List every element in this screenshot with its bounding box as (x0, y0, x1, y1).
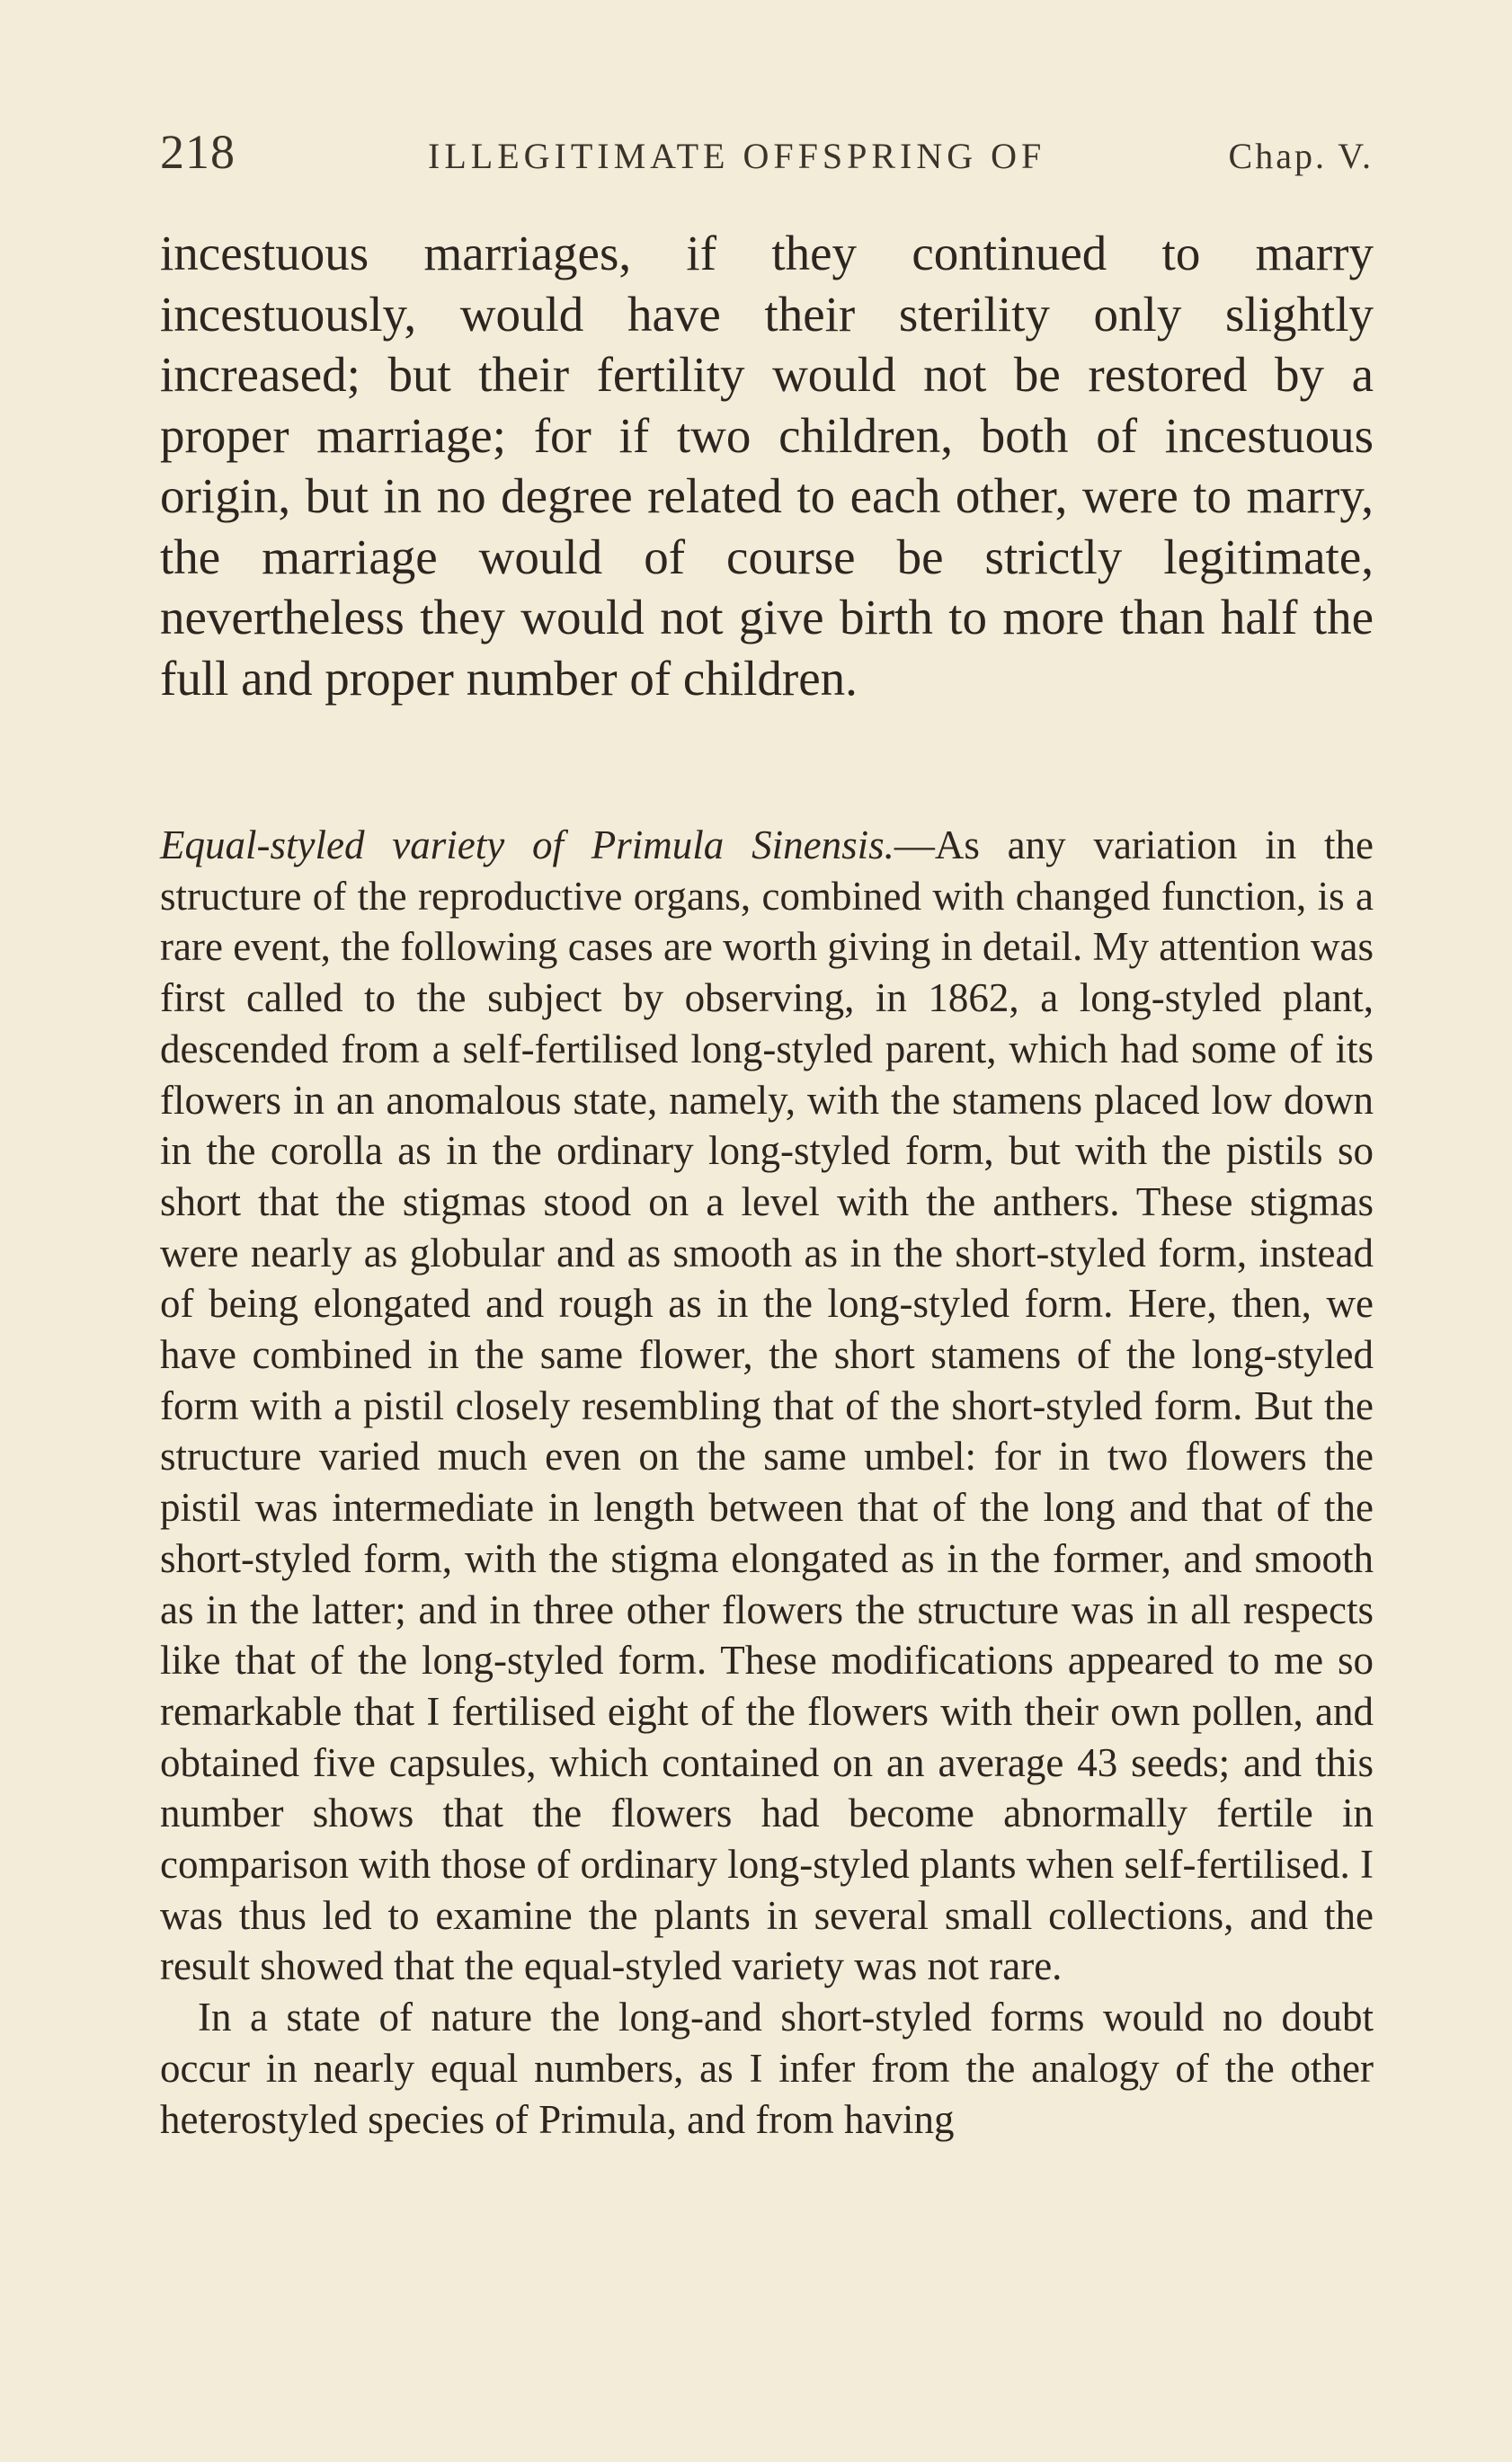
continuation-text: incestuous marriages, if they continued to marry incestuously, would have their sterility only slightly increased; but their fertility would not be restored by a proper marriage; for if two children, both of incestuous origin, but in no degree related to each other, were to marry, the marriage would of course be strictly legitimate, nevertheless they would not give birth to more than half the full and proper number of children. (160, 226, 1374, 706)
page-header (160, 124, 1374, 187)
continuation-paragraph (160, 223, 1374, 708)
main-section (160, 820, 1374, 2145)
chapter-label: Chap. V. (1228, 136, 1374, 176)
section-paragraph (160, 820, 1374, 1992)
final-paragraph: In a state of nature the long-and short-styled forms would no doubt occur in nearly equal numbers, as I infer from the analogy of the other heterostyled species of Primula, and from having (160, 1995, 1374, 2142)
section-body: —As any variation in the structure of the reproductive organs, combined with changed function, is a rare event, the following cases are worth giving in detail. My attention was first called to the subject by observing, in 1862, a long-styled plant, descended from a self-fertilised long-styled parent, which had some of its flowers in an anomalous state, namely, with the stamens placed low down in the corolla as in the ordinary long-styled form, but with the pistils so short that the stigmas stood on a level with the anthers. These stigmas were nearly as globular and as smooth as in the short-styled form, instead of being elongated and rough as in the long-styled form. Here, then, we have combined in the same flower, the short stamens of the long-styled form with a pistil closely resembling that of the short-styled form. But the structure varied much even on the same umbel: for in two flowers the pistil was intermediate in length between that of the long and that of the short-styled form, with the stigma elongated as in the former, and smooth as in the latter; and in three other flowers the structure was in all respects like that of the long-styled form. These modifications appeared to me so remarkable that I fertilised eight of the flowers with their own pollen, and obtained five capsules, which contained on an average 43 seeds; and this number shows that the flowers had become abnormally fertile in comparison with those of ordinary long-styled plants when self-fertilised. I was thus led to examine the plants in several small collections, and the result showed that the equal-styled variety was not rare. (160, 822, 1374, 1989)
running-title: ILLEGITIMATE OFFSPRING OF (428, 136, 1046, 176)
section-title: Equal-styled variety of Primula Sinensis. (160, 822, 894, 867)
page-number: 218 (160, 125, 236, 179)
